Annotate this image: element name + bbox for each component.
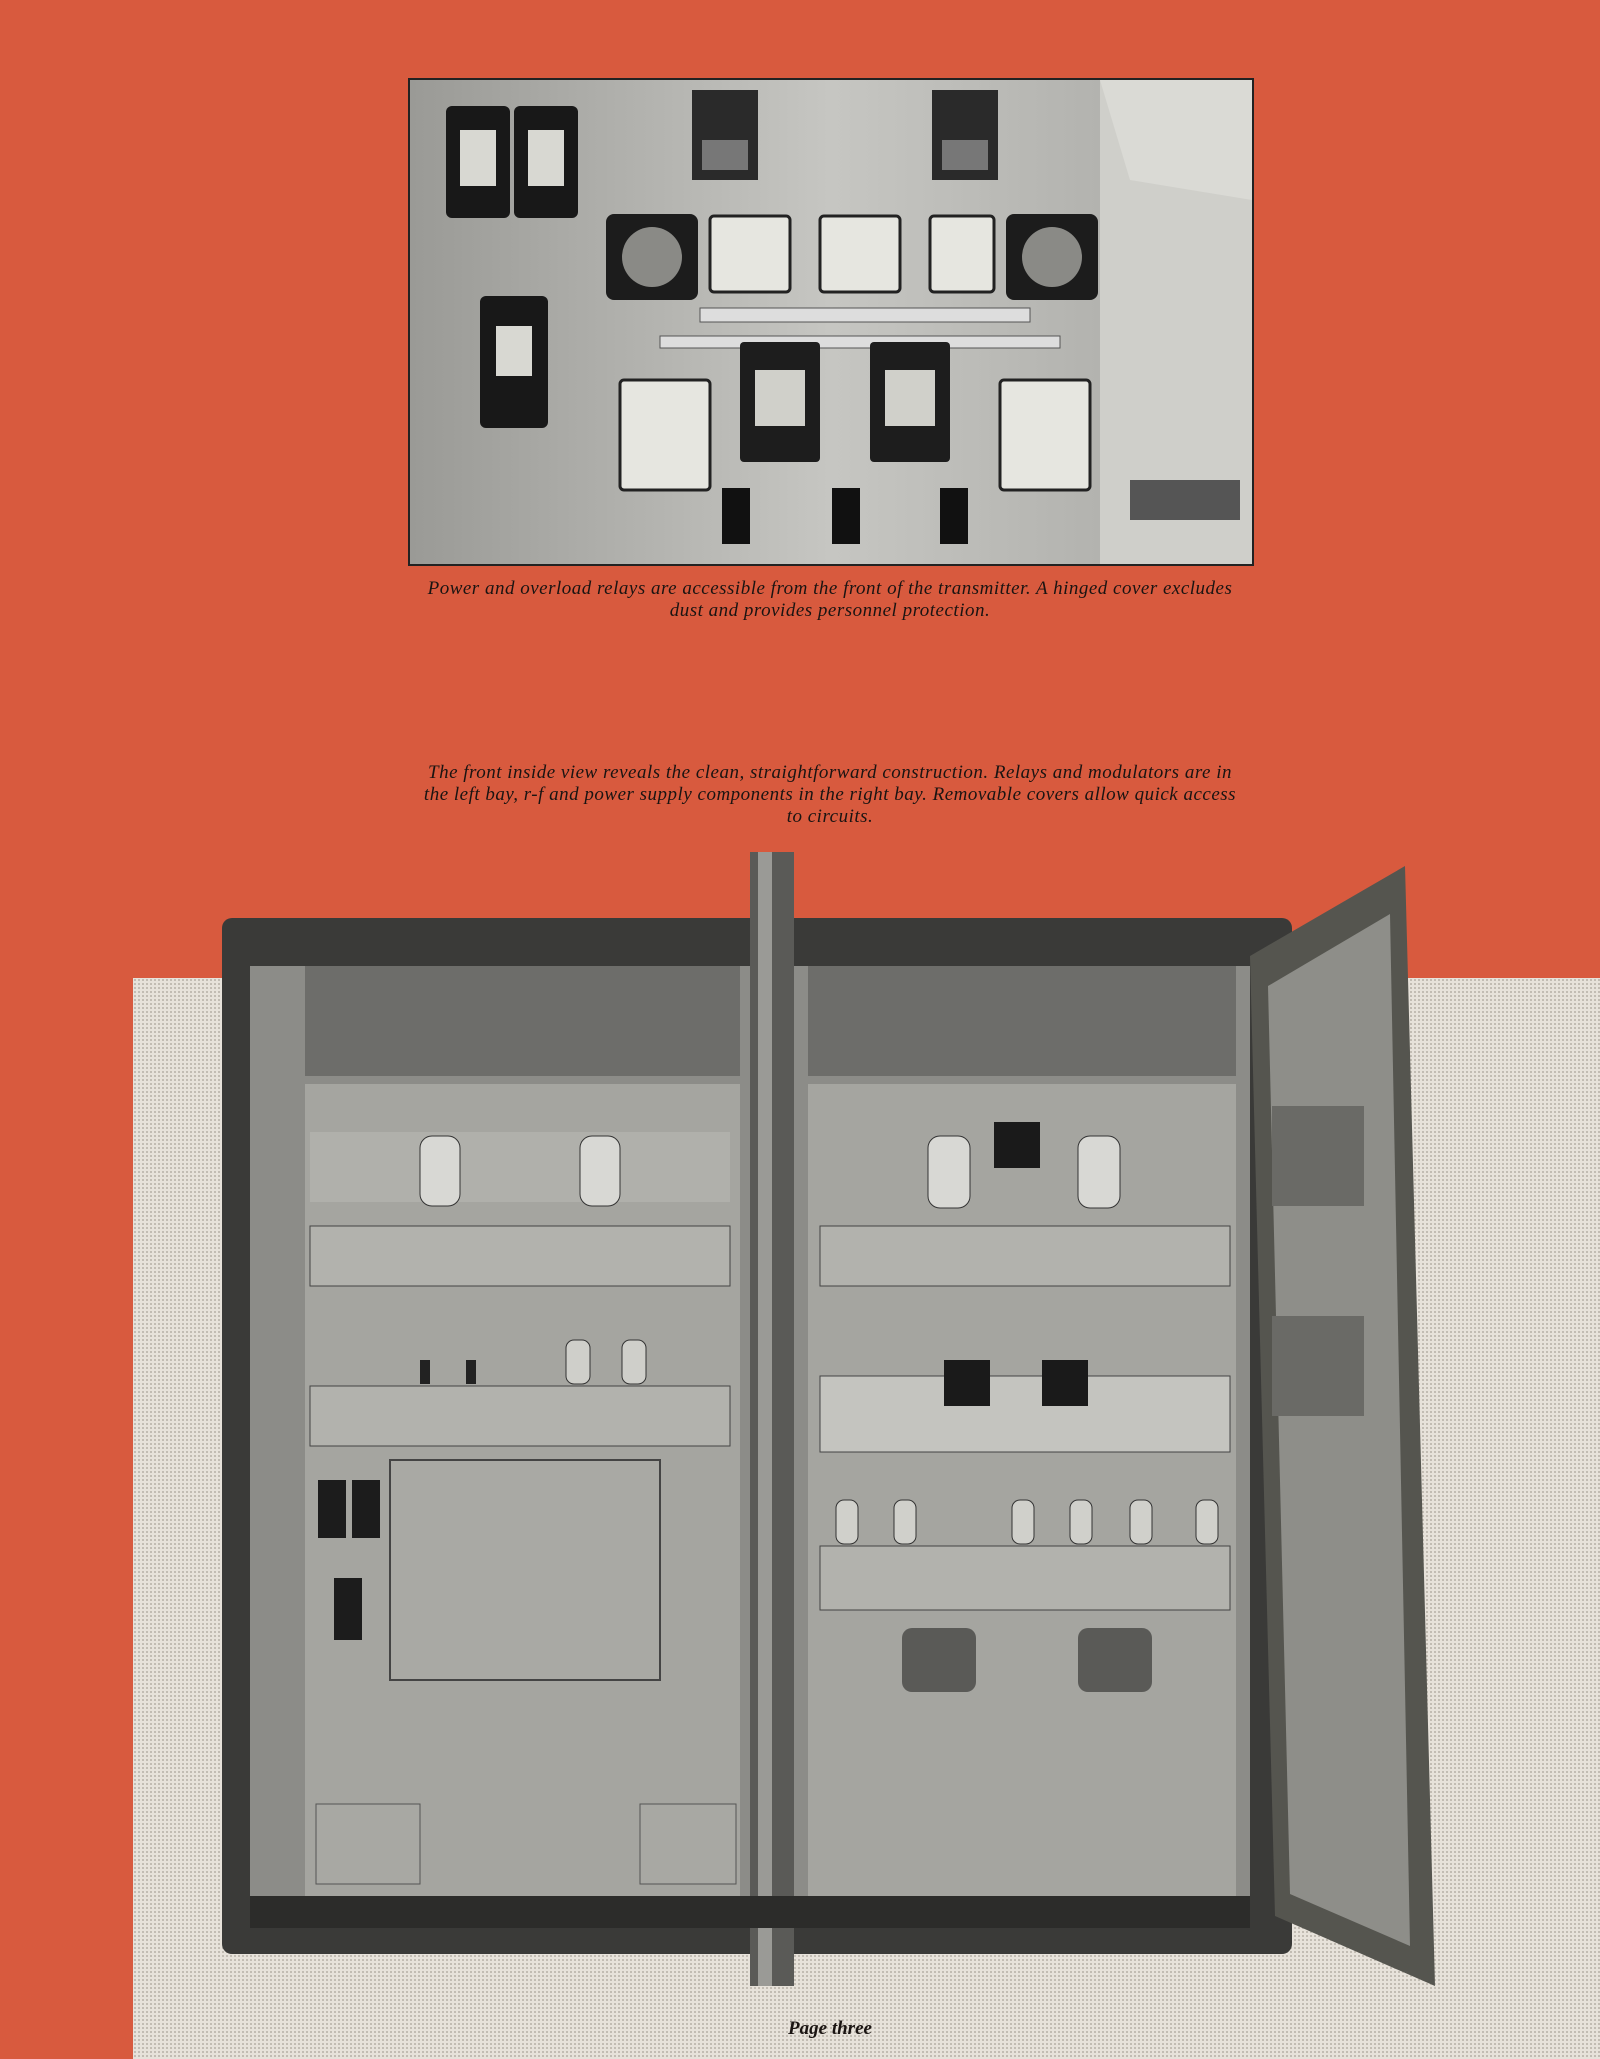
front-view-caption: The front inside view reveals the clean, straightforward construction. Relays and modulators are in the left bay, r-f and power supply components in the right bay. Removable covers allow quick access to circuits. [423, 762, 1237, 827]
transmitter-cabinet-photo [210, 846, 1435, 1986]
page-number: Page three [788, 2018, 872, 2039]
relay-panel-caption: Power and overload relays are accessible from the front of the transmitter. A hinged cover excludes dust and provides personnel protection. [427, 578, 1233, 621]
relay-panel-photo [408, 78, 1254, 566]
